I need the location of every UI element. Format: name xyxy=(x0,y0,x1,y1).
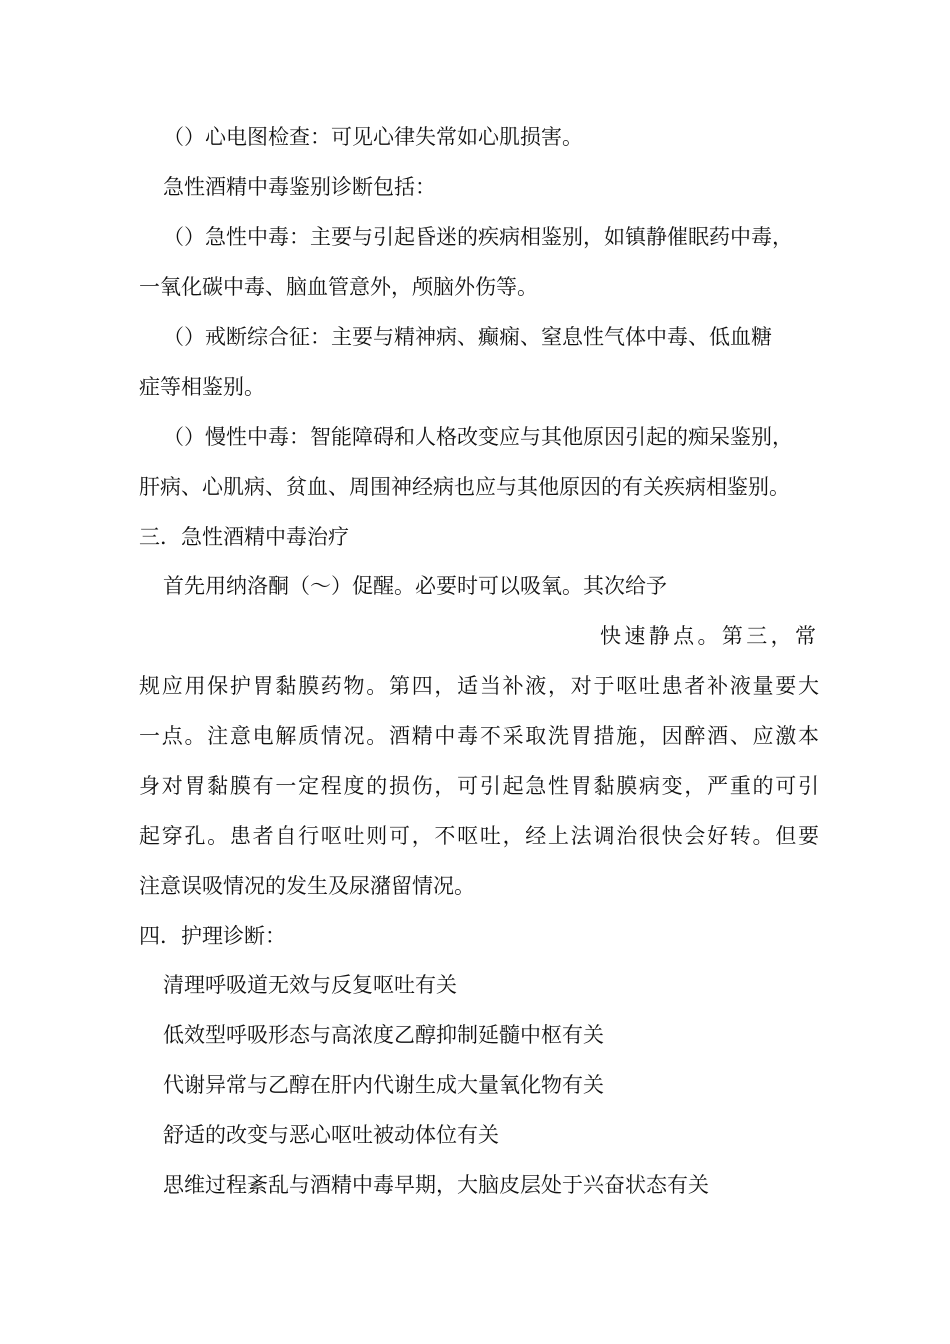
text-line: 起穿孔。患者自行呕吐则可，不呕吐，经上法调治很快会好转。但要 xyxy=(139,824,819,848)
text-line: （）慢性中毒：智能障碍和人格改变应与其他原因引起的痴呆鉴别， xyxy=(163,425,793,449)
list-item: 低效型呼吸形态与高浓度乙醇抑制延髓中枢有关 xyxy=(163,1023,604,1047)
text-line: 首先用纳洛酮（～）促醒。必要时可以吸氧。其次给予 xyxy=(163,574,667,598)
section-heading: 四．护理诊断： xyxy=(139,924,286,948)
text-line: 一氧化碳中毒、脑血管意外，颅脑外伤等。 xyxy=(139,275,538,299)
section-heading: 三．急性酒精中毒治疗 xyxy=(139,525,349,549)
text-line: 规应用保护胃黏膜药物。第四，适当补液，对于呕吐患者补液量要大 xyxy=(139,674,819,698)
text-line: 症等相鉴别。 xyxy=(139,375,265,399)
text-line: 身对胃黏膜有一定程度的损伤，可引起急性胃黏膜病变，严重的可引 xyxy=(139,774,819,798)
list-item: 清理呼吸道无效与反复呕吐有关 xyxy=(163,973,457,997)
text-line: 快速静点。第三，常 xyxy=(600,624,816,648)
text-line: （）心电图检查：可见心律失常如心肌损害。 xyxy=(163,125,583,149)
list-item: 舒适的改变与恶心呕吐被动体位有关 xyxy=(163,1123,499,1147)
text-line: 注意误吸情况的发生及尿潴留情况。 xyxy=(139,874,475,898)
list-item: 代谢异常与乙醇在肝内代谢生成大量氧化物有关 xyxy=(163,1073,604,1097)
list-item: 思维过程紊乱与酒精中毒早期，大脑皮层处于兴奋状态有关 xyxy=(163,1173,709,1197)
text-line: （）戒断综合征：主要与精神病、癫痫、窒息性气体中毒、低血糖 xyxy=(163,325,772,349)
text-line: 一点。注意电解质情况。酒精中毒不采取洗胃措施，因醉酒、应激本 xyxy=(139,724,819,748)
text-line: 肝病、心肌病、贫血、周围神经病也应与其他原因的有关疾病相鉴别。 xyxy=(139,475,790,499)
text-line: 急性酒精中毒鉴别诊断包括： xyxy=(163,175,436,199)
text-line: （）急性中毒：主要与引起昏迷的疾病相鉴别，如镇静催眠药中毒， xyxy=(163,225,793,249)
